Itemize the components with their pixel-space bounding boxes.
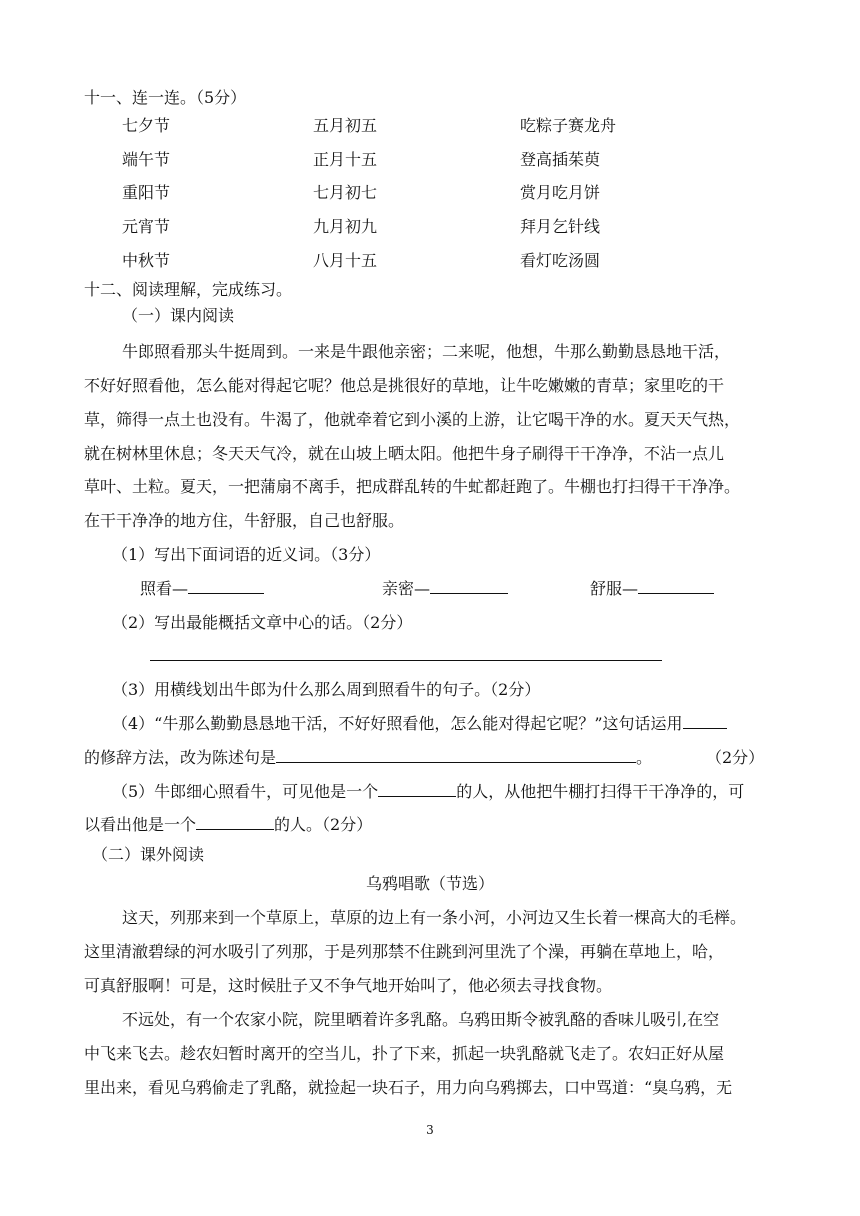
festival-custom: 赏月吃月饼 xyxy=(520,183,601,202)
question-4-score: （2分） xyxy=(706,748,765,767)
answer-blank[interactable] xyxy=(683,714,727,729)
question-5-text: 以看出他是一个 xyxy=(84,815,197,834)
passage-line: 中飞来飞去。趁农妇暂时离开的空当儿，扑了下来，抓起一块乳酪就飞走了。农妇正好从屋 xyxy=(84,1044,725,1063)
answer-blank[interactable] xyxy=(276,748,636,763)
passage-line: 这天，列那来到一个草原上，草原的边上有一条小河，小河边又生长着一棵高大的毛榉。 xyxy=(122,908,747,927)
synonym-item xyxy=(140,579,264,599)
festival-custom: 拜月乞针线 xyxy=(520,217,601,236)
passage-line: 可真舒服啊！可是，这时候肚子又不争气地开始叫了，他必须去寻找食物。 xyxy=(84,976,613,995)
question-5-text: （5）牛郎细心照看牛，可见他是一个 xyxy=(112,782,379,801)
question-4-text: 的修辞方法，改为陈述句是 xyxy=(84,748,277,767)
festival-date: 九月初九 xyxy=(313,217,378,236)
festival-custom: 看灯吃汤圆 xyxy=(520,251,601,270)
festival-name: 七夕节 xyxy=(122,116,171,135)
synonym-word: 舒服— xyxy=(590,579,639,598)
section-12-heading: 十二、阅读理解，完成练习。 xyxy=(84,280,293,299)
section-11-heading: 十一、连一连。（5分） xyxy=(84,88,247,107)
festival-name: 重阳节 xyxy=(122,183,171,202)
question-4-text: （4）“牛那么勤勤恳恳地干活，不好好照看他，怎么能对得起它呢？”这句话运用 xyxy=(112,714,683,733)
festival-custom: 登高插茱萸 xyxy=(520,150,601,169)
festival-date: 八月十五 xyxy=(313,251,378,270)
question-4-continued xyxy=(84,748,652,768)
question-1: （1）写出下面词语的近义词。（3分） xyxy=(112,545,381,564)
part-2-heading: （二）课外阅读 xyxy=(92,845,205,864)
question-5-text: 的人。（2分） xyxy=(274,815,373,834)
festival-name: 元宵节 xyxy=(122,217,171,236)
festival-date: 七月初七 xyxy=(313,183,378,202)
passage-line: 里出来，看见乌鸦偷走了乳酪，就捡起一块石子，用力向乌鸦掷去，口中骂道：“臭乌鸦，无 xyxy=(84,1078,733,1097)
synonym-word: 照看— xyxy=(140,579,189,598)
answer-blank[interactable] xyxy=(378,782,456,797)
festival-custom: 吃粽子赛龙舟 xyxy=(520,116,617,135)
part-1-heading: （一）课内阅读 xyxy=(122,306,235,325)
question-3: （3）用横线划出牛郎为什么那么周到照看牛的句子。（2分） xyxy=(112,680,541,699)
festival-date: 五月初五 xyxy=(313,116,378,135)
question-4 xyxy=(112,714,727,734)
passage-line: 就在树林里休息；冬天天气冷，就在山坡上晒太阳。他把牛身子刷得干干净净，不沾一点儿 xyxy=(84,444,725,463)
question-4-text: 。 xyxy=(636,748,653,767)
answer-blank[interactable] xyxy=(196,815,274,830)
synonym-item xyxy=(590,579,714,599)
passage-line: 这里清澈碧绿的河水吸引了列那，于是列那禁不住跳到河里洗了个澡，再躺在草地上，哈， xyxy=(84,942,725,961)
synonym-item xyxy=(382,579,508,599)
festival-name: 端午节 xyxy=(122,150,171,169)
answer-blank[interactable] xyxy=(638,579,714,594)
passage-line: 不远处，有一个农家小院，院里晒着许多乳酪。乌鸦田斯令被乳酪的香味儿吸引,在空 xyxy=(122,1010,720,1029)
page-number: 3 xyxy=(426,1123,434,1137)
answer-blank[interactable] xyxy=(188,579,264,594)
festival-date: 正月十五 xyxy=(313,150,378,169)
question-2: （2）写出最能概括文章中心的话。（2分） xyxy=(112,613,413,632)
passage-title: 乌鸦唱歌（节选） xyxy=(365,874,494,893)
festival-name: 中秋节 xyxy=(122,251,171,270)
passage-line: 草，筛得一点土也没有。牛渴了，他就牵着它到小溪的上游，让它喝干净的水。夏天天气热， xyxy=(84,410,741,429)
answer-blank[interactable] xyxy=(430,579,508,594)
passage-line: 在干干净净的地方住，牛舒服，自己也舒服。 xyxy=(84,511,405,530)
question-5-text: 的人，从他把牛棚打扫得干干净净的，可 xyxy=(456,782,745,801)
passage-line: 草叶、土粒。夏天，一把蒲扇不离手，把成群乱转的牛虻都赶跑了。牛棚也打扫得干干净净。 xyxy=(84,477,741,496)
question-5-continued xyxy=(84,815,372,835)
answer-line[interactable] xyxy=(150,660,662,661)
passage-line: 牛郎照看那头牛挺周到。一来是牛跟他亲密；二来呢，他想，牛那么勤勤恳恳地干活， xyxy=(122,342,731,361)
passage-line: 不好好照看他，怎么能对得起它呢？他总是挑很好的草地，让牛吃嫩嫩的青草；家里吃的干 xyxy=(84,376,725,395)
question-5 xyxy=(112,782,744,802)
synonym-word: 亲密— xyxy=(382,579,431,598)
